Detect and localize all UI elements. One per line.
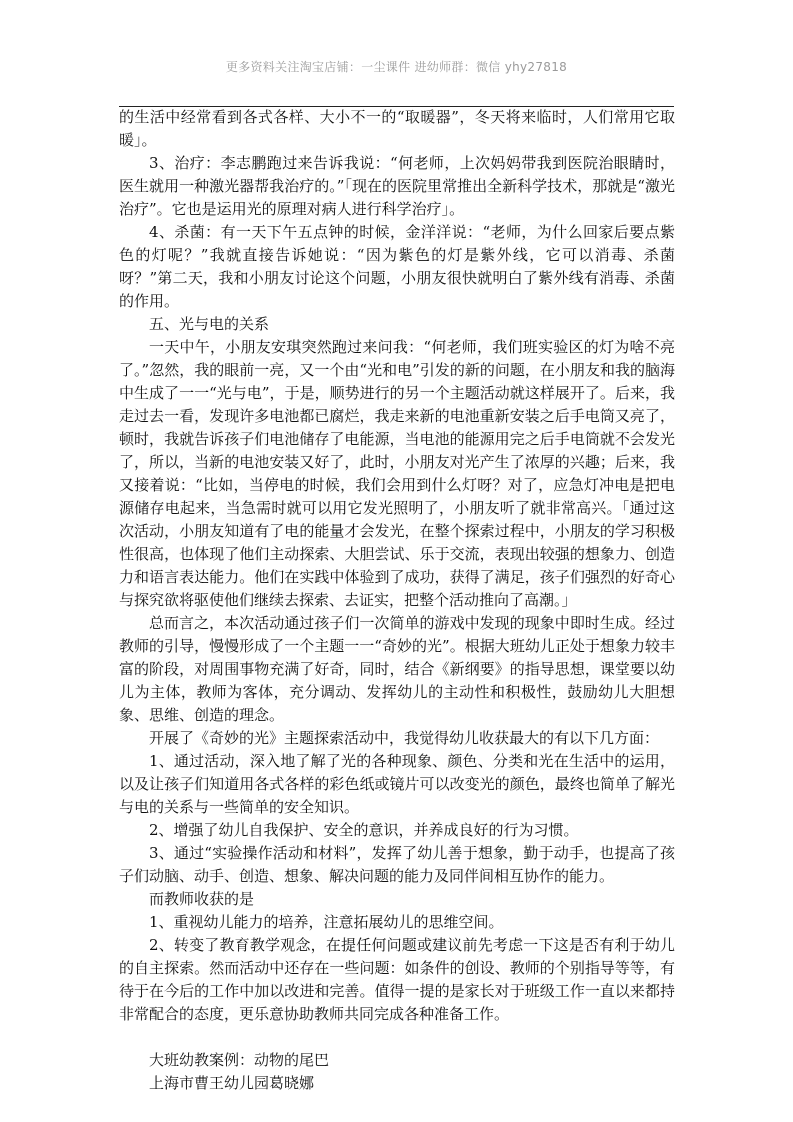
paragraph: 2、增强了幼儿自我保护、安全的意识，并养成良好的行为习惯。 <box>149 821 579 839</box>
paragraph: 而教师收获的是 <box>149 890 255 908</box>
paragraph: 3、治疗：李志鹏跑过来告诉我说：“何老师，上次妈妈带我到医院治眼睛时，医生就用一种激光器帮我治疗的。”「现在的医院里常推出全新科学技术，那就是“激光治疗”。它也是运用光的原理对病人进行科学治疗」。 <box>119 154 675 218</box>
paragraph: 一天中午，小朋友安琪突然跑过来问我：“何老师，我们班实验区的灯为啥不亮了。”忽然，我的眼前一亮，又一个由“光和电”引发的新的问题，在小朋友和我的脑海中生成了一一“光与电”，于是，顺势进行的另一个主题活动就这样展开了。后来，我走过去一看，发现许多电池都已腐烂，我走来新的电池重新安装之后手电筒又亮了，顿时，我就告诉孩子们电池储存了电能源，当电池的能源用完之后手电筒就不会发光了，所以，当新的电池安装又好了，此时，小朋友对光产生了浓厚的兴趣；后来，我又接着说：“比如，当停电的时候，我们会用到什么灯呀？对了，应急灯冲电是把电源储存电起来，当急需时就可以用它发光照明了，小朋友听了就非常高兴。「通过这次活动，小朋友知道有了电的能量才会发光，在整个探索过程中，小朋友的学习积极性很高，也体现了他们主动探索、大胆尝试、乐于交流，表现出较强的想象力、创造力和语言表达能力。他们在实践中体验到了成功，获得了满足，孩子们强烈的好奇心与探究欲将驱使他们继续去探索、去证实，把整个活动推向了高潮。」 <box>119 338 675 609</box>
paragraph: 2、转变了教育教学观念，在提任何问题或建议前先考虑一下这是否有利于幼儿的自主探索。然而活动中还存在一些问题：如条件的创设、教师的个别指导等等，有待于在今后的工作中加以改进和完善。值得一提的是家长对于班级工作一直以来都持非常配合的态度，更乐意协助教师共同完成各种准备工作。 <box>119 936 675 1023</box>
case-author: 上海市曹王幼儿园葛晓娜 <box>149 1074 315 1092</box>
paragraph: 总而言之，本次活动通过孩子们一次简单的游戏中发现的现象中即时生成。经过教师的引导，慢慢形成了一个主题一一“奇妙的光”。根据大班幼儿正处于想象力较丰富的阶段，对周围事物充满了好奇，同时，结合《新纲要》的指导思想，课堂要以幼儿为主体，教师为客体，充分调动、发挥幼儿的主动性和积极性，鼓励幼儿大胆想象、思维、创造的理念。 <box>119 614 675 724</box>
case-title: 大班幼教案例：动物的尾巴 <box>149 1051 330 1069</box>
paragraph: 的生活中经常看到各式各样、大小不一的“取暖器”，冬天将来临时，人们常用它取暖」。 <box>119 108 675 149</box>
paragraph: 3、通过“实验操作活动和材料”，发挥了幼儿善于想象，勤于动手，也提高了孩子们动脑、动手、创造、想象、解决问题的能力及同伴间相互协作的能力。 <box>119 844 675 885</box>
paragraph: 1、通过活动，深入地了解了光的各种现象、颜色、分类和光在生活中的运用，以及让孩子们知道用各式各样的彩色纸或镜片可以改变光的颜色，最终也简单了解光与电的关系与一些简单的安全知识。 <box>119 752 675 816</box>
paragraph: 开展了《奇妙的光》主题探索活动中，我觉得幼儿收获最大的有以下几方面： <box>149 729 660 747</box>
page-header-watermark: 更多资料关注淘宝店铺：一尘课件 进幼师群：微信 yhy27818 <box>225 60 568 74</box>
paragraph: 4、杀菌：有一天下午五点钟的时候，金洋洋说：“老师，为什么回家后要点紫色的灯呢？”我就直接告诉她说：“因为紫色的灯是紫外线，它可以消毒、杀菌呀？”第二天，我和小朋友讨论这个问题，小朋友很快就明白了紫外线有消毒、杀菌的作用。 <box>119 223 675 310</box>
document-body <box>119 106 675 1095</box>
section-heading: 五、光与电的关系 <box>149 315 270 333</box>
spacer <box>119 1026 675 1049</box>
paragraph: 1、重视幼儿能力的培养，注意拓展幼儿的思维空间。 <box>149 913 504 931</box>
